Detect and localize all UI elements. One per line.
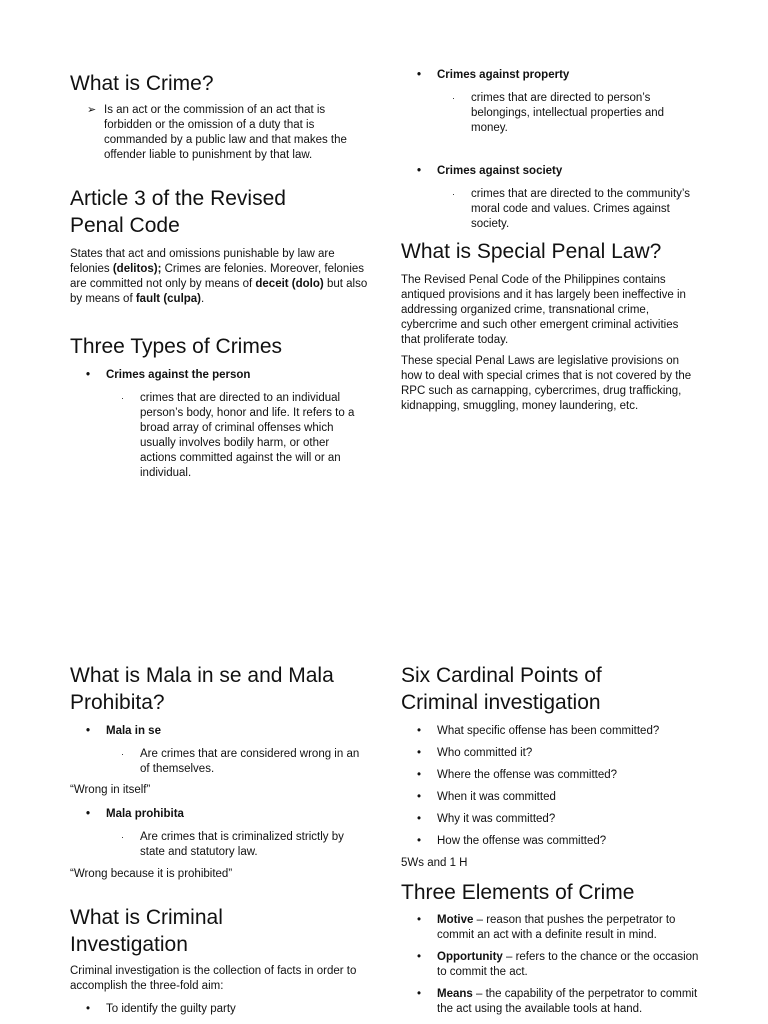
bullet-icon: • bbox=[417, 747, 422, 759]
three-elements-heading: Three Elements of Crime bbox=[401, 881, 635, 904]
crime-definition-text: Is an act or the commission of an act that is forbidden or the omission of a duty that is commanded by a public law and that makes the offender liable to punishment by that law. bbox=[104, 104, 347, 161]
six-cardinal-points-heading: Six Cardinal Points of Criminal investigation bbox=[401, 664, 602, 714]
sub-item-mala-prohibita-description: · Are crimes that is criminalized strictly by state and statutory law. bbox=[121, 831, 344, 858]
sub-item-person-description: · crimes that are directed to an individual person’s body, honor and life. It refers to a broad array of criminal offenses which usually involves bodily harm, or other actions committed against the will or an individual. bbox=[121, 392, 355, 479]
mala-in-se-quote: “Wrong in itself” bbox=[70, 784, 151, 796]
list-item-crimes-against-person: • Crimes against the person bbox=[86, 369, 251, 381]
what-is-crime-heading: What is Crime? bbox=[70, 72, 214, 95]
special-penal-paragraph-1: The Revised Penal Code of the Philippines contains antiqued provisions and it has largely been ineffective in addressing organized crime, transnational crime, cybercrime and such other emergent criminal activities that proliferate today. bbox=[401, 274, 686, 346]
mala-heading: What is Mala in se and Mala Prohibita? bbox=[70, 664, 334, 714]
list-item-cardinal-point: • Why it was committed? bbox=[417, 813, 556, 825]
sub-item-society-description: · crimes that are directed to the community’s moral code and values. Crimes against society. bbox=[452, 188, 691, 230]
sub-item-mala-in-se-description: · Are crimes that are considered wrong in an of themselves. bbox=[121, 748, 360, 775]
bullet-icon: • bbox=[417, 951, 422, 963]
sub-item-property-description: · crimes that are directed to person’s belongings, intellectual properties and money. bbox=[452, 92, 665, 134]
arrow-bullet-icon: ➢ bbox=[87, 104, 97, 116]
article3-paragraph: States that act and omissions punishable by law are felonies (delitos); Crimes are felonies. Moreover, felonies are committed not only by means of deceit (dolo) but also by means of fault (culpa). bbox=[70, 248, 368, 305]
list-item-cardinal-point: • Where the offense was committed? bbox=[417, 769, 618, 781]
special-penal-heading: What is Special Penal Law? bbox=[401, 240, 662, 263]
bullet-icon: • bbox=[417, 69, 422, 81]
five-ws-note: 5Ws and 1 H bbox=[401, 857, 468, 869]
list-item-opportunity: • Opportunity – refers to the chance or the occasion to commit the act. bbox=[417, 951, 699, 978]
bullet-icon: • bbox=[417, 988, 422, 1000]
sub-bullet-icon: · bbox=[121, 832, 124, 842]
bullet-icon: • bbox=[417, 914, 422, 926]
list-item-identify-guilty-party: • To identify the guilty party bbox=[86, 1003, 236, 1015]
list-item-mala-prohibita: • Mala prohibita bbox=[86, 808, 184, 820]
list-item-cardinal-point: • When it was committed bbox=[417, 791, 556, 803]
bullet-icon: • bbox=[86, 1003, 91, 1015]
list-item-crimes-against-property: • Crimes against property bbox=[417, 69, 570, 81]
sub-bullet-icon: · bbox=[121, 749, 124, 759]
list-item-cardinal-point: • What specific offense has been committed? bbox=[417, 725, 660, 737]
list-item-crimes-against-society: • Crimes against society bbox=[417, 165, 563, 177]
special-penal-paragraph-2: These special Penal Laws are legislative provisions on how to deal with special crimes that is not covered by the RPC such as carnapping, cybercrimes, drug trafficking, kidnapping, smuggling, money laundering, etc. bbox=[401, 355, 692, 412]
bullet-icon: • bbox=[417, 165, 422, 177]
bullet-icon: • bbox=[417, 725, 422, 737]
sub-bullet-icon: · bbox=[452, 189, 455, 199]
bullet-icon: • bbox=[86, 725, 91, 737]
list-item-motive: • Motive – reason that pushes the perpetrator to commit an act with a definite result in mind. bbox=[417, 914, 676, 941]
bullet-icon: • bbox=[417, 813, 422, 825]
page1-left-column bbox=[70, 70, 370, 481]
list-item-cardinal-point: • How the offense was committed? bbox=[417, 835, 607, 847]
bullet-icon: • bbox=[417, 791, 422, 803]
page2-right-column bbox=[401, 662, 701, 1017]
list-item-means: • Means – the capability of the perpetrator to commit the act using the available tools at hand. bbox=[417, 988, 698, 1015]
list-item-cardinal-point: • Who committed it? bbox=[417, 747, 533, 759]
page1-right-column bbox=[401, 68, 701, 414]
list-item-mala-in-se: • Mala in se bbox=[86, 725, 161, 737]
page2-left-column bbox=[70, 662, 370, 1017]
bullet-icon: • bbox=[417, 835, 422, 847]
bullet-icon: • bbox=[86, 369, 91, 381]
bullet-icon: • bbox=[417, 769, 422, 781]
sub-bullet-icon: · bbox=[121, 393, 124, 403]
article3-heading: Article 3 of the Revised Penal Code bbox=[70, 187, 286, 237]
criminal-investigation-heading: What is Criminal Investigation bbox=[70, 906, 223, 956]
sub-bullet-icon: · bbox=[452, 93, 455, 103]
crime-definition-item bbox=[70, 103, 370, 163]
three-types-heading: Three Types of Crimes bbox=[70, 335, 283, 358]
criminal-investigation-paragraph: Criminal investigation is the collection of facts in order to accomplish the three-fold aim: bbox=[70, 965, 357, 992]
bullet-icon: • bbox=[86, 808, 91, 820]
mala-prohibita-quote: “Wrong because it is prohibited” bbox=[70, 868, 233, 880]
